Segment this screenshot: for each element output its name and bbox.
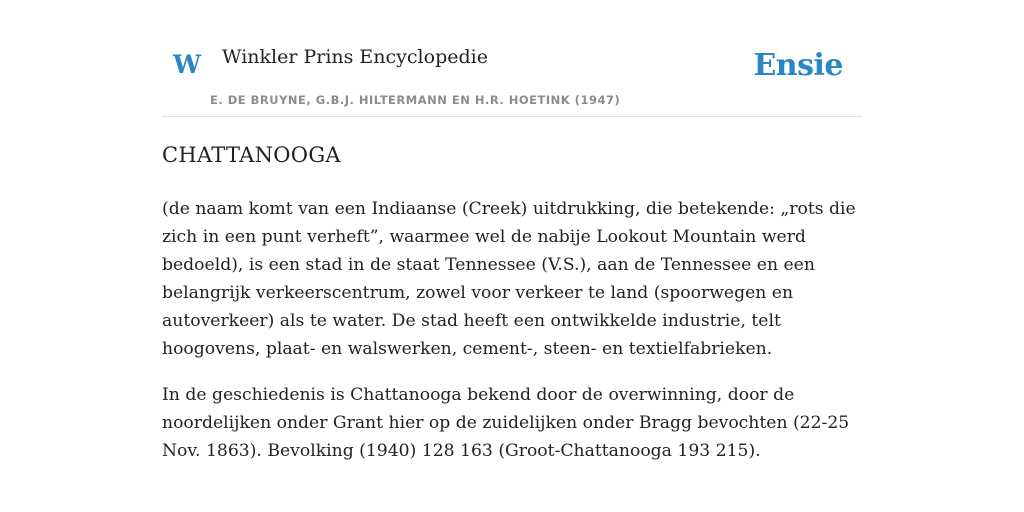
authors-credit: E. DE BRUYNE, G.B.J. HILTERMANN EN H.R. HOETINK (1947) — [210, 93, 621, 107]
page-header — [162, 0, 862, 117]
article-title: CHATTANOOGA — [162, 143, 341, 167]
ensie-brand-logo[interactable]: Ensie — [753, 48, 843, 83]
article-paragraph-2: In de geschiedenis is Chattanooga bekend door de overwinning, door de noordelijken onder Grant hier op de zuidelijken onder Bragg bevochten (22-25 Nov. 1863). Bevolking (1940) 128 163 (Groot-Chattanooga 193 215). — [162, 385, 850, 461]
encyclopedia-title[interactable]: Winkler Prins Encyclopedie — [222, 46, 488, 68]
article — [162, 140, 862, 483]
encyclopedia-logo[interactable]: W — [173, 50, 202, 79]
article-paragraph-1: (de naam komt van een Indiaanse (Creek) uitdrukking, die betekende: „rots die zich in een punt verheft”, waarmee wel de nabije Lookout Mountain werd bedoeld), is een stad in de staat Tennessee (V.S.), aan de Tennessee en een belangrijk verkeerscentrum, zowel voor verkeer te land (spoorwegen en autoverkeer) als te water. De stad heeft een ontwikkelde industrie, telt hoogovens, plaat- en walswerken, cement-, steen- en textielfabrieken. — [162, 199, 856, 359]
